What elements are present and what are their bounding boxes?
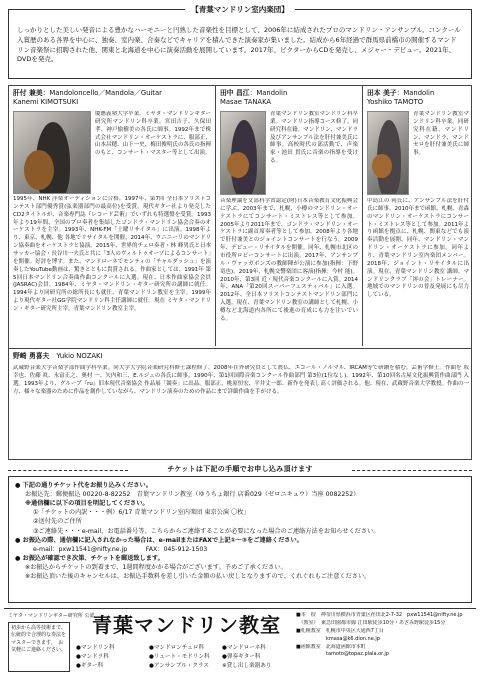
footer-addresses xyxy=(296,612,476,659)
course-item: ●マンドリン科 xyxy=(76,645,115,651)
ticket-line: ①「チケットの内訳・・・例）6/17 青葉マンドリン室内楽団 東京公演 〇枚」 xyxy=(33,509,250,517)
member-bio-top: 青葉マンドリン教室マンドリン科卒業。マンドリン指導コース修了。同研究科在籍。マンドリン、マンドラ及びアンサンブル法を肝付兼美氏に師事。高校時代の部活動で、声楽家・池田 貫氏に音楽の指導を受ける。 xyxy=(270,111,358,165)
address-line: ■本 校 神奈川県横浜市青葉区荏田北2-7-32 pxw11541@nifty.ne.jp xyxy=(296,612,463,618)
member-bio: 中島江の 両氏に、アンサンブル法を肝付氏に師事。2010年まで函館、札幌、青森のマンドリン・オーケストラにコンサート・ミストレス等として参加。2011年より函館を拠点に、札幌、関東などでも演奏活動を展開。同年、マンドリン・マンドリン・オーケストラに参加。同年より、青葉マンドリン室内楽団メンバー。2018年、ジョイント・リサイタルに出演。現在、青葉マンドリン教室 講師。マンドリンクラブ「澪の会」トレーナー。地域でのマンドリンの普及発展にも尽力している。 xyxy=(367,198,469,299)
member-bio: 1995年、NHK 洋楽オーディションに合格。1997年、第7回 全日本ソリストコンテスト部門優秀賞(弦楽器部門の最高位)を受賞。現代ギター社より発売したCD2タイトルが、音楽専門誌『レコード芸術』でいずれも特選盤を受賞。1993年より19年間、全国のプロ奏者を集結したゴンドラ・マンドリン協会合奏のオーケストラを主宰。1993年、NHK-FM「土曜リサイタル」に出演。1998年より、東京、札幌、他 各地でリサイタルを開催。2014年、ウニニーリのマンドリン協奏曲をオーケストラと協演。2015年、世界的チェロ奏者・林 峰男氏と日本サッカー協会・長谷川一夫氏と共に「3人のヴィルトゥオーゾによるコンサート」を開催。好評を博す。また、マンドローネでモンティの「チャルダッシュ」を演奏したYouTube動画は、驚きとともに貴賞される。作曲家としては、1991年 第5回日本マンドリン合奏曲作曲コンクールに入選。現在、日本作曲家協会会員(JASRAC)会員。1984年、ミヤタ・マンドリン・ギター研究所の講師に就任。1994年より同研究所の総所長にも就任。青葉マンドリン教室を主宰。1999年より現代ギター社GG学院マンドリン科主任講師に就任。現在 ミヤタ・マンドリン・ギター研究所主宰。青葉マンドリン教室主宰。 xyxy=(13,196,211,313)
course-item: ●弾奏ギター科 xyxy=(222,653,261,660)
intro-box xyxy=(8,5,472,79)
ticket-line: ※お振込頂いた後のキャンセルは、お振込手数料を差し引いた金額の払い戻しとなりますので、くれぐれもご注意ください。 xyxy=(25,573,371,581)
course-item: ※貸し出し楽器あり xyxy=(222,662,272,669)
member-name-nozaki: 野崎 勇喜夫 Yukio NOZAKI xyxy=(13,352,103,360)
member-bio: 武蔵野音楽大学音楽学部作曲学科卒業。同大学大学院音楽研究科修士課程修了。2008年在外研究員として渡仏、エコール・ノルマル、IRCAM等で研鑽を積む。芸術学修士。作曲を 坂 幸也、佐藤 眞、永富正之、奥村 一、矢内和三、E.ルジェの各氏に師事。1990年、第1回国際音楽コンクール作曲部門 第3位(1位なし)。1992年、第10回名古屋文化振興賞作曲部門 入選。1993年より、グループ『ru』旧本現代音楽協会 作品展「競奏」に出品。服部正、桃原恒宏、平井丈一郎、新作を発表し高く評価される。他、現在、武蔵野音楽大学教授。作曲の一方、様々な楽器のために作品を創作していながら、マンドリン演奏のための作品にまで詳細作曲を手がける。 xyxy=(13,365,469,395)
ticket-info-box xyxy=(8,476,472,603)
address-line: （教室） 東急田園都市線 江田駅徒歩10分・あざみ野駅徒歩15分 xyxy=(296,619,446,626)
course-item: ●アンサンブル・クラス xyxy=(149,662,209,669)
tanaka-photo xyxy=(220,111,266,195)
ticket-line: ※通信欄に以下の項目を明記してください。 xyxy=(25,500,149,508)
intro-text: しっかりとした美しい発音による豊かなハーモニーと円熟した音楽性を目標として、2006年に結成されたプロのマンドリン・アンサンブル。コンクール入賞歴のある各界を中心に、独奏、室内楽、合奏などでキャリアを積んできた演奏家が集いました。結成から6年経過で群馬県前橋市の開催するマンドリン音楽祭に招聘された他、関東と北海道を中心に演奏活動を展開しています。2017年、ビクターからCDを発売し、メジャー・デビュー。2021年、DVDを発売。 xyxy=(17,26,461,64)
member-name-kimotsuki: 肝付 兼美：Mandoloncello／Mandola／Guitar Kanemi KIMOTSUKI xyxy=(13,89,162,107)
ticket-line: ③ご連絡先・・・e-mail、お電話番号等、こちらからご連絡することが必要になった場合のご連絡方法をお知らせください。 xyxy=(33,527,380,535)
course-item: ●リュート・モドリン科 xyxy=(149,653,210,660)
member-bio-top: 慶應義塾大学卒業。ミヤタ・マンドリンギター研究所マンドリン科卒業。宮田吉子、久保田孝、神戸愉樹美の各氏に師事。1992年まで株式会社マンドリン・オーケストラに、服部正、山本昌穂、山下一史、梅田俊明氏の各氏の指揮のもと、コンサート・マスター等として出演。 xyxy=(95,111,211,157)
kimotsuki-photo xyxy=(13,111,91,194)
footer-note-box: 初歩から高等技術まで、伝統的で合理的な奏法をマスターできます。 お気軽にご連絡ください。 xyxy=(8,622,70,672)
course-item: ●マンドラ科 xyxy=(76,653,109,660)
ticket-instructions xyxy=(15,481,465,581)
address-line: ■札幌教室 札幌市中央区大通西7丁目 xyxy=(296,627,384,634)
column-divider xyxy=(215,86,216,346)
course-item: ●マンドロンチェロ科 xyxy=(149,645,205,651)
school-logo-text: 青葉マンドリン教室 xyxy=(92,613,281,637)
tamoto-photo xyxy=(367,111,409,195)
address-line: tamoto@topaz.plala.or.jp xyxy=(296,651,389,658)
intro-title: 【青葉マンドリン室内楽団】 xyxy=(185,5,295,14)
course-list xyxy=(76,644,306,671)
course-item: ●マンドローネ科 xyxy=(222,645,266,651)
row-divider xyxy=(9,348,471,349)
ticket-contact: e-mail：pxw11541@nifty.ne.jp FAX：045-912-1503 xyxy=(33,545,208,553)
footer xyxy=(4,608,476,674)
member-name-tanaka: 田中 昌江：Mandolin Masae TANAKA xyxy=(220,89,288,107)
address-line: kmasa@k6.dion.ne.jp xyxy=(296,635,380,642)
ticket-line: ※お振込からチケットの到着まで、1週間程度かかる場合がございます。予めご了承ください。 xyxy=(25,563,287,571)
member-name-tamoto: 田本 美子：Mandolin Yoshiko TAMOTO xyxy=(367,89,435,107)
ticket-line: ● お振込が確認でき次第、チケットを郵送致します。 xyxy=(15,554,164,562)
course-item: ●ギター科 xyxy=(76,662,104,669)
footer-org: ミヤタ・マンドリンギター研究所 公認 xyxy=(8,613,95,619)
ticket-line: ● 下記の通りチケット代をお振り込みください。 xyxy=(15,482,152,489)
address-line: ■函館教室 北海道函館市本町 xyxy=(296,643,366,650)
ticket-line: ②送付先のご住所 xyxy=(33,518,82,526)
column-divider xyxy=(362,86,363,346)
ticket-line: お振込先：郵便振込 00220-8-82252 青葉マンドリン教室（ゆうちょ銀行 店番029（ゼロニキュウ）当座 0082252） xyxy=(25,491,360,499)
members-grid xyxy=(8,85,472,460)
member-bio: 音楽理論を文部科学省認定(財)日本音楽教育文化振興会に学ぶ。2003年まで、札幌、小樽のマンドリン・オーケストラにてコンサート・ミストレス等として参加。2005年より2011年まで、ゴンドラ・マンドリン・オーケストラに副首席奏者等として参加。2008年より各地で肝付兼美とのジョイントコンサートを行なう。2009年、デビュー・リサイタルを開催。同年、札幌市北区の市役所ロビーコンサートに出演。2017年、アンサンブル・ヴァッガボンズの教師陣が公演に参加(指揮：下野竜也)。2019年、札幌交響楽団に客演(指揮：今村 能)。2010年、第3回 近・現代音楽コンクールに入賞。2014年、ANA「第20回スーパーフェスティバル」に入選。2012年、全日本ソリストコンテストマンドリン部門に入選。現在、青葉マンドリン教室の講師として札幌、小樽など北海道内各所にて後進の育成にも力を注いでいる。 xyxy=(220,198,358,322)
ticket-line: ● お振込の際、通信欄に記入されなかった場合は、e-mailまたはFAXで上記①〜③をご連絡ください。 xyxy=(15,536,303,544)
ticket-header: チケットは下記の手順でお申し込み頂けます xyxy=(8,465,472,475)
member-bio-top: 青葉マンドリン教室マンドリン科卒業。同研究科在籍。マンドリン、マンドラ、マンドセロを肝付兼美氏に師事。 xyxy=(413,111,469,157)
